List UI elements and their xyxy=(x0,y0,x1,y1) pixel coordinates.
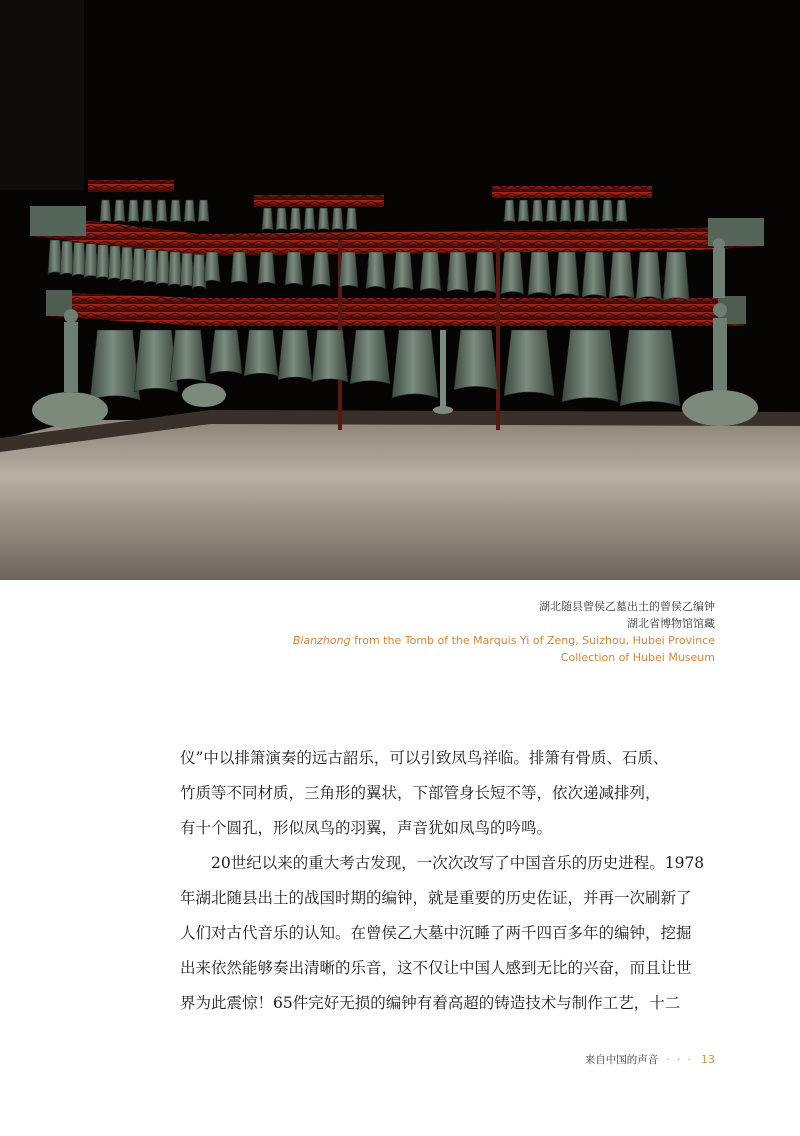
large-bell xyxy=(244,330,278,376)
small-bell xyxy=(276,208,287,230)
small-bell xyxy=(304,208,315,230)
middle-bell xyxy=(393,252,413,290)
middle-bell xyxy=(609,252,634,299)
middle-bell xyxy=(663,252,689,301)
middle-bell xyxy=(96,245,110,279)
middle-bell xyxy=(84,244,98,278)
caption-en-collection: Collection of Hubei Museum xyxy=(560,651,715,664)
middle-bell xyxy=(156,251,170,285)
large-bell xyxy=(312,330,348,382)
middle-bell xyxy=(447,252,468,292)
middle-bell xyxy=(528,252,551,295)
large-bell xyxy=(392,330,438,398)
paragraph-1-line-1: 仪”中以排箫演奏的远古韶乐，可以引致凤鸟祥临。排箫有骨质、石质、 xyxy=(180,749,669,767)
middle-bell xyxy=(72,242,86,276)
small-bell xyxy=(100,200,111,222)
paragraph-1-line-2: 竹质等不同材质，三角形的翼状，下部管身长短不等，依次递减排列， xyxy=(180,784,661,802)
middle-bell xyxy=(501,252,524,294)
small-bell xyxy=(504,200,515,222)
page-footer xyxy=(585,1052,715,1067)
small-bell xyxy=(332,208,343,230)
small-bell xyxy=(262,208,273,230)
paragraph-2-line-4: 出来依然能够奏出清晰的乐音，这不仅让中国人感到无比的兴奋，而且让世 xyxy=(180,959,692,977)
running-title: 来自中国的声音 xyxy=(584,1054,659,1066)
paragraph-2-line-2: 年湖北随县出土的战国时期的编钟，就是重要的历史佐证，并再一次刷新了 xyxy=(180,889,692,907)
small-bell xyxy=(532,200,543,222)
small-bell xyxy=(346,208,357,230)
middle-bell xyxy=(474,252,496,293)
middle-bell xyxy=(132,248,146,282)
middle-bell xyxy=(312,252,330,286)
middle-bell xyxy=(582,252,606,297)
small-bell xyxy=(142,200,153,222)
caption-en-italic: Bianzhong xyxy=(292,634,351,647)
middle-bell xyxy=(555,252,579,296)
middle-bell xyxy=(258,252,275,284)
middle-bell xyxy=(192,254,206,288)
middle-bell xyxy=(420,252,441,291)
middle-bell xyxy=(60,241,74,275)
large-bell xyxy=(504,330,554,396)
middle-bell xyxy=(180,253,194,287)
paragraph-2-line-1: 20世纪以来的重大考古发现，一次次改写了中国音乐的历史进程。1978 xyxy=(211,854,705,872)
small-bell xyxy=(560,200,571,222)
paragraph-1 xyxy=(180,741,720,846)
caption-en-title xyxy=(293,632,715,649)
middle-bell xyxy=(48,240,62,274)
large-bell xyxy=(562,330,618,402)
middle-bell xyxy=(636,252,662,300)
small-bell xyxy=(156,200,167,222)
large-bell xyxy=(210,330,242,374)
large-bell xyxy=(170,330,206,382)
paragraph-2-line-5: 界为此震惊！65件完好无损的编钟有着高超的铸造技术与制作工艺，十二 xyxy=(180,994,681,1012)
middle-bell xyxy=(144,250,158,284)
large-bell xyxy=(454,330,498,390)
small-bell xyxy=(128,200,139,222)
small-bell xyxy=(318,208,329,230)
small-bell xyxy=(290,208,301,230)
middle-bell xyxy=(339,252,358,288)
large-bell xyxy=(278,330,312,380)
middle-bell xyxy=(285,252,303,285)
small-bell xyxy=(588,200,599,222)
middle-bell xyxy=(204,252,220,282)
caption-zh-collection: 湖北省博物馆馆藏 xyxy=(627,617,715,630)
caption-zh-title: 湖北随县曾侯乙墓出土的曾侯乙编钟 xyxy=(539,600,715,613)
small-bell xyxy=(574,200,585,222)
large-bell xyxy=(90,330,140,400)
large-bell xyxy=(134,330,178,392)
paragraph-2-line-3: 人们对古代音乐的认知。在曾侯乙大墓中沉睡了两千四百多年的编钟，挖掘 xyxy=(180,924,692,942)
large-bell xyxy=(620,330,680,406)
small-bell xyxy=(170,200,181,222)
small-bell xyxy=(602,200,613,222)
middle-bell xyxy=(168,252,182,286)
middle-bell xyxy=(108,246,122,280)
small-bell xyxy=(616,200,627,222)
middle-bell xyxy=(366,252,386,289)
footer-dots: · · · xyxy=(666,1053,693,1066)
small-bell xyxy=(114,200,125,222)
middle-bell xyxy=(231,252,248,283)
paragraph-2 xyxy=(180,846,720,1021)
middle-bell xyxy=(120,247,134,281)
body-text xyxy=(180,741,720,1021)
small-bell xyxy=(198,200,209,222)
page-number: 13 xyxy=(701,1053,715,1066)
caption-en-title-rest: from the Tomb of the Marquis Yi of Zeng, Suizhou, Hubei Province xyxy=(350,634,715,647)
small-bell xyxy=(518,200,529,222)
small-bell xyxy=(546,200,557,222)
paragraph-1-line-3: 有十个圆孔，形似凤鸟的羽翼，声音犹如凤鸟的吟鸣。 xyxy=(180,819,553,837)
large-bell xyxy=(350,330,390,384)
small-bell xyxy=(184,200,195,222)
photo-caption xyxy=(293,598,715,666)
